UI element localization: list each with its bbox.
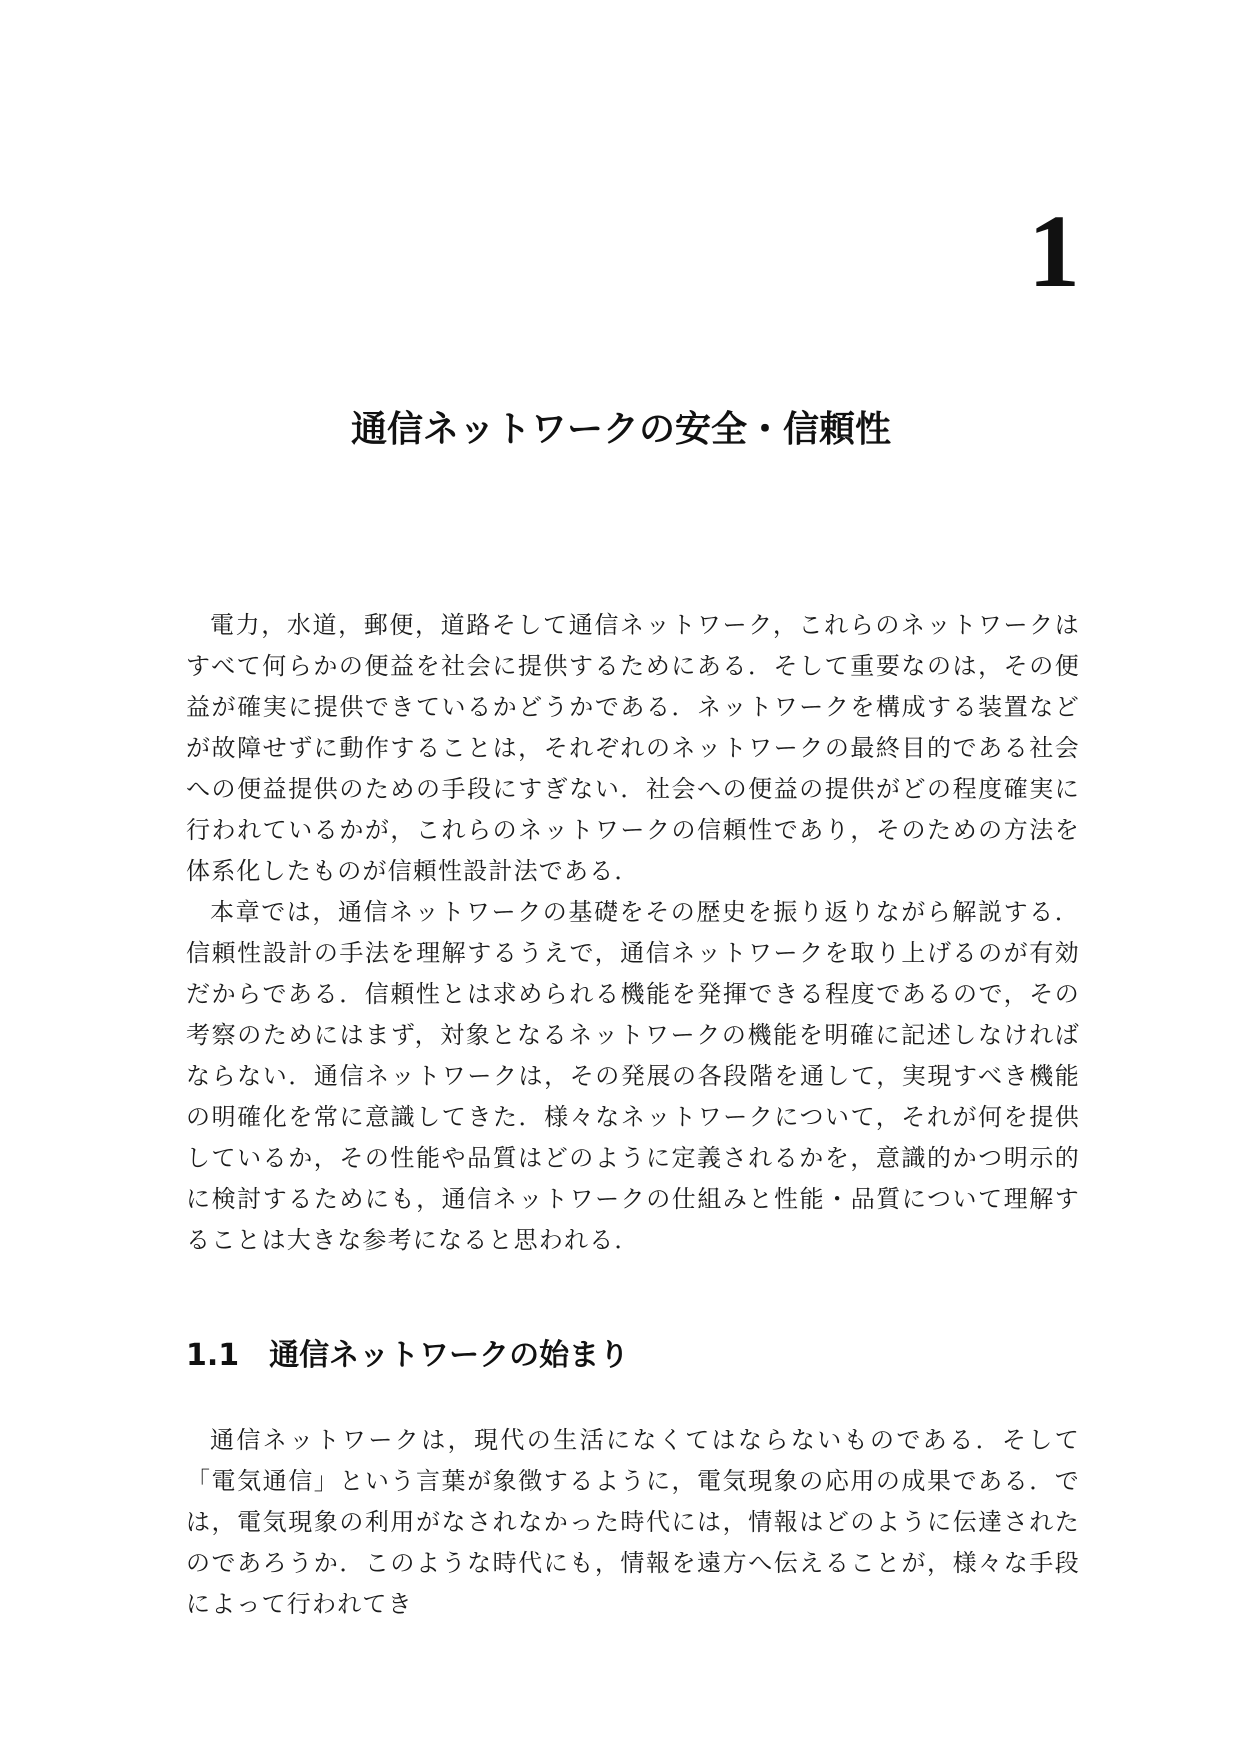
intro-paragraph-2: 本章では，通信ネットワークの基礎をその歴史を振り返りながら解説する．信頼性設計の手法を理解するうえで，通信ネットワークを取り上げるのが有効だからである．信頼性とは求められる機能を発揮できる程度であるので，その考察のためにはまず，対象となるネットワークの機能を明確に記述しなければならない．通信ネットワークは，その発展の各段階を通して，実現すべき機能の明確化を常に意識してきた．様々なネットワークについて，それが何を提供しているか，その性能や品質はどのように定義されるかを，意識的かつ明示的に検討するためにも，通信ネットワークの仕組みと性能・品質について理解することは大きな参考になると思われる． bbox=[186, 898, 1080, 1254]
chapter-number: 1 bbox=[1028, 194, 1080, 309]
section-paragraph-1: 通信ネットワークは，現代の生活になくてはならないものである．そして「電気通信」という言葉が象徴するように，電気現象の応用の成果である．では，電気現象の利用がなされなかった時代には，情報はどのように伝達されたのであろうか．このような時代にも，情報を遠方へ伝えることが，様々な手段によって行われてき bbox=[186, 1426, 1080, 1618]
intro-paragraph-1: 電力，水道，郵便，道路そして通信ネットワーク，これらのネットワークはすべて何らかの便益を社会に提供するためにある．そして重要なのは，その便益が確実に提供できているかどうかである．ネットワークを構成する装置などが故障せずに動作することは，それぞれのネットワークの最終目的である社会への便益提供のための手段にすぎない．社会への便益の提供がどの程度確実に行われているかが，これらのネットワークの信頼性であり，そのための方法を体系化したものが信頼性設計法である． bbox=[186, 611, 1080, 885]
chapter-title: 通信ネットワークの安全・信頼性 bbox=[350, 409, 891, 450]
section-title: 通信ネットワークの始まり bbox=[269, 1338, 630, 1373]
section-heading bbox=[186, 1338, 629, 1374]
section-text bbox=[186, 1420, 1080, 1625]
section-number: 1.1 bbox=[186, 1338, 240, 1373]
intro-text bbox=[186, 605, 1080, 1261]
